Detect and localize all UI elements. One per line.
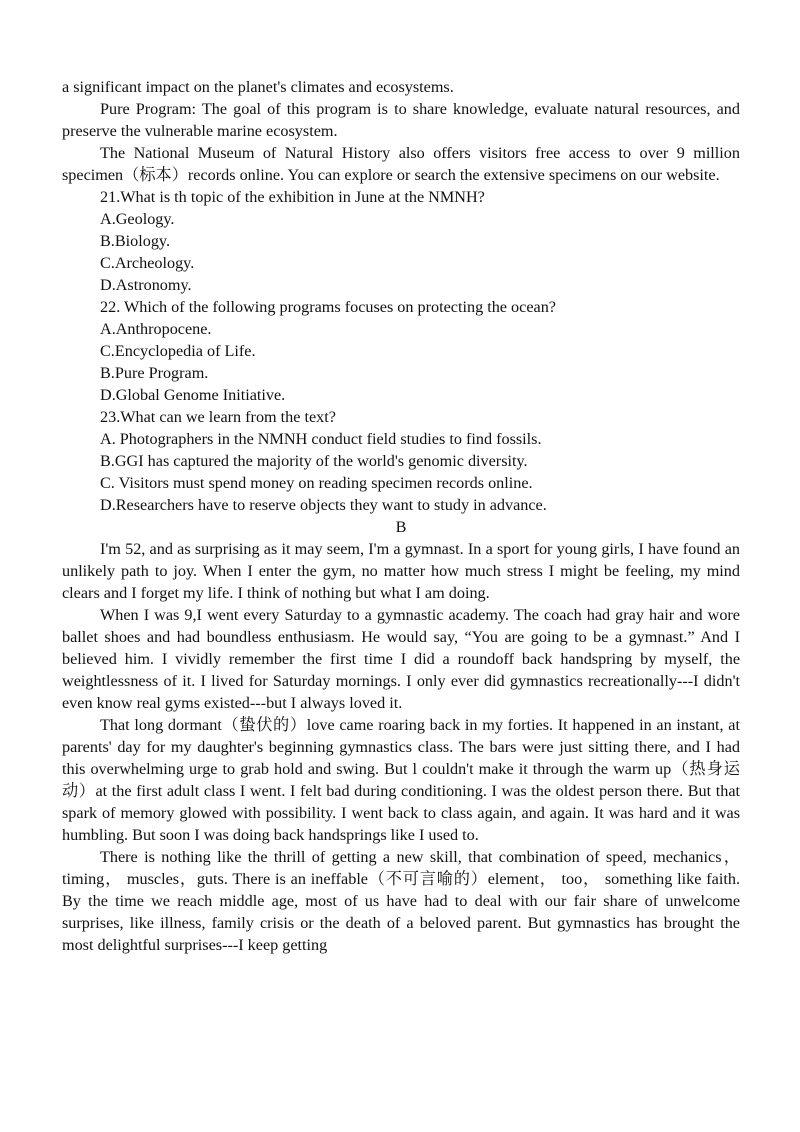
question-21-stem: 21.What is th topic of the exhibition in June at the NMNH?: [100, 188, 485, 206]
passage-b-paragraph-2: When I was 9,I went every Saturday to a gymnastic academy. The coach had gray hair and wore ballet shoes and had boundless enthusiasm. He would say, “You are going to be a gymnast.” And I believed him. I vividly remember the first time I did a roundoff back handspring by myself, the weightlessness of it. I lived for Saturday mornings. I only ever did gymnastics recreationally---I didn't even know real gyms existed---but I always loved it.: [62, 606, 740, 712]
question-22-option-4: D.Global Genome Initiative.: [100, 386, 286, 404]
question-23-stem: 23.What can we learn from the text?: [100, 408, 336, 426]
section-b-heading: B: [395, 518, 407, 536]
question-21-option-b: B.Biology.: [100, 232, 171, 250]
question-22-option-1: A.Anthropocene.: [100, 320, 212, 338]
question-22-stem: 22. Which of the following programs focuses on protecting the ocean?: [100, 298, 556, 316]
question-23-option-c: C. Visitors must spend money on reading specimen records online.: [100, 474, 533, 492]
question-23-option-b: B.GGI has captured the majority of the world's genomic diversity.: [100, 452, 528, 470]
passage-b-paragraph-3: That long dormant（蛰伏的）love came roaring back in my forties. It happened in an instant, at parents' day for my daughter's beginning gymnastics class. The bars were just sitting there, and I had this overwhelming urge to grab hold and swing. But l couldn't make it through the warm up（热身运动）at the first adult class I went. I felt bad during conditioning. I was the oldest person there. But that spark of memory glowed with possibility. I went back to class again, and again. It was hard and it was humbling. But soon I was doing back handsprings like I used to.: [62, 716, 740, 844]
question-21-option-c: C.Archeology.: [100, 254, 195, 272]
question-21-option-d: D.Astronomy.: [100, 276, 192, 294]
question-23-option-d: D.Researchers have to reserve objects they want to study in advance.: [100, 496, 547, 514]
passage-b-paragraph-4: There is nothing like the thrill of getting a new skill, that combination of speed, mechanics， timing， muscles，guts. There is an ineffable（不可言喻的）element， too， something like faith. By the time we reach middle age, most of us have had to deal with our fair share of unwelcome surprises, like illness, family crisis or the death of a beloved parent. But gymnastics has brought the most delightful surprises---I keep getting: [62, 848, 740, 954]
question-21-option-a: A.Geology.: [100, 210, 175, 228]
passage-b-paragraph-1: I'm 52, and as surprising as it may seem, I'm a gymnast. In a sport for young girls, I have found an unlikely path to joy. When I enter the gym, no matter how much stress I might be feeling, my mind clears and I forget my life. I think of nothing but what I am doing.: [62, 540, 740, 602]
museum-access-paragraph: The National Museum of Natural History also offers visitors free access to over 9 million specimen（标本）records online. You can explore or search the extensive specimens on our website.: [62, 144, 740, 184]
question-22-option-2: C.Encyclopedia of Life.: [100, 342, 256, 360]
document-page: [62, 76, 740, 956]
question-23-option-a: A. Photographers in the NMNH conduct field studies to find fossils.: [100, 430, 542, 448]
pure-program-paragraph: Pure Program: The goal of this program is to share knowledge, evaluate natural resources, and preserve the vulnerable marine ecosystem.: [62, 100, 740, 140]
question-22-option-3: B.Pure Program.: [100, 364, 209, 382]
passage-a-tail-line: a significant impact on the planet's climates and ecosystems.: [62, 78, 454, 96]
